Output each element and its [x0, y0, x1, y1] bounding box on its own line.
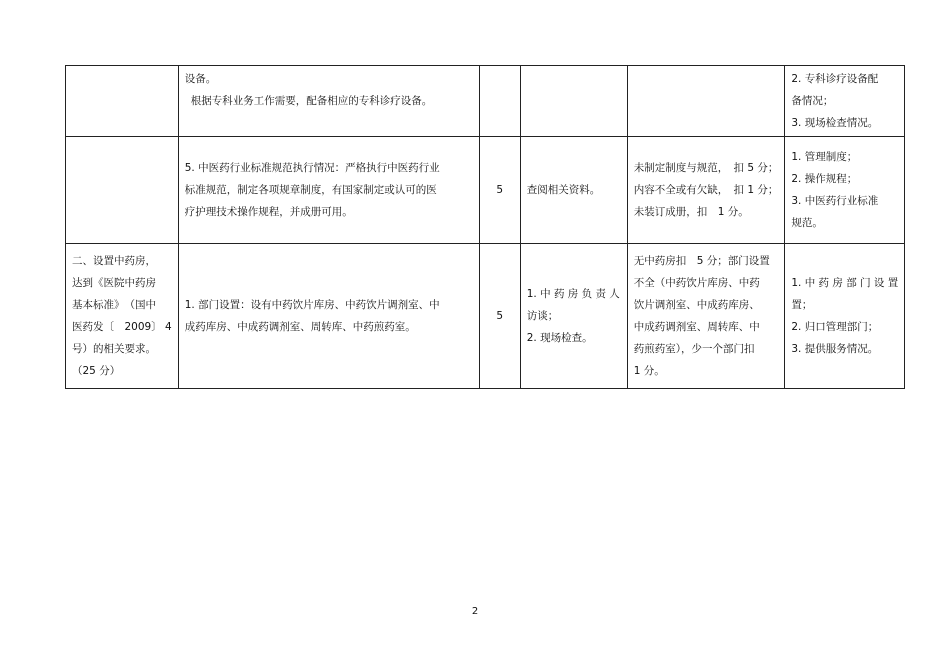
standard-cell	[178, 244, 479, 389]
evaluation-item-cell	[66, 244, 179, 389]
cell-line: 根据专科业务工作需要，配备相应的专科诊疗设备。	[190, 95, 433, 107]
score-cell	[479, 244, 520, 389]
cell-line: 备情况；	[791, 95, 834, 107]
cell-line: 标准规范，制定各项规章制度，有国家制定或认可的医	[184, 184, 437, 196]
cell-line: 3. 现场检查情况。	[791, 117, 879, 129]
assessment-method-cell	[520, 66, 627, 137]
cell-line: 2. 专科诊疗设备配	[791, 73, 879, 85]
cell-line: 1 分。	[633, 365, 665, 377]
evaluation-item-cell	[66, 66, 179, 137]
cell-line: 5. 中医药行业标准规范执行情况：严格执行中医药行业	[184, 162, 440, 174]
score-cell	[479, 137, 520, 244]
table-row	[66, 66, 905, 137]
cell-line: 2. 操作规程；	[791, 173, 858, 185]
cell-line: 疗护理技术操作规程，并成册可用。	[184, 206, 353, 218]
cell-line: 未制定制度与规范， 扣 5 分；	[633, 162, 779, 174]
deduction-rule-cell	[627, 244, 785, 389]
table-row	[66, 244, 905, 389]
cell-line: 内容不全或有欠缺， 扣 1 分；	[633, 184, 779, 196]
page-number: 2	[471, 606, 479, 617]
cell-line: 1. 中 药 房 负 责 人	[526, 288, 620, 300]
cell-line: 二、设置中药房，	[72, 255, 156, 267]
check-points-cell	[785, 244, 905, 389]
cell-line: 成药库房、中成药调剂室、周转库、中药煎药室。	[184, 321, 416, 333]
cell-line: 置；	[791, 299, 813, 311]
cell-line: 饮片调剂室、中成药库房、	[633, 299, 760, 311]
deduction-rule-cell	[627, 137, 785, 244]
score-value: 5	[496, 184, 504, 196]
evaluation-item-cell	[66, 137, 179, 244]
cell-line: 不全（中药饮片库房、中药	[633, 277, 760, 289]
cell-line: 1. 管理制度；	[791, 151, 858, 163]
score-cell	[479, 66, 520, 137]
deduction-rule-cell	[627, 66, 785, 137]
cell-line: 未装订成册，扣 1 分。	[633, 206, 749, 218]
cell-line: 3. 中医药行业标准	[791, 195, 879, 207]
cell-line: 1. 中 药 房 部 门 设 置	[791, 277, 899, 289]
check-points-cell	[785, 137, 905, 244]
table-row	[66, 137, 905, 244]
cell-line: 号）的相关要求。	[72, 343, 156, 355]
cell-line: 访谈；	[526, 310, 559, 322]
cell-line: 医药发〔 2009〕 4	[72, 321, 172, 333]
cell-line: 达到《医院中药房	[72, 277, 156, 289]
cell-line: 规范。	[791, 217, 823, 229]
cell-line: 药煎药室），少一个部门扣	[633, 343, 755, 355]
cell-line: 基本标准》 （国中	[72, 299, 156, 311]
cell-line: 2. 现场检查。	[526, 332, 593, 344]
cell-line: 1. 部门设置：设有中药饮片库房、中药饮片调剂室、中	[184, 299, 440, 311]
assessment-method-cell	[520, 137, 627, 244]
standard-cell	[178, 66, 479, 137]
score-value: 5	[496, 310, 504, 322]
cell-line: 查阅相关资料。	[526, 184, 601, 196]
assessment-table	[65, 65, 905, 389]
cell-line: 3. 提供服务情况。	[791, 343, 879, 355]
cell-line: 中成药调剂室、周转库、中	[633, 321, 760, 333]
cell-line: 设备。	[184, 73, 217, 85]
cell-line: 无中药房扣 5 分；部门设置	[633, 255, 770, 267]
assessment-method-cell	[520, 244, 627, 389]
cell-line: 2. 归口管理部门；	[791, 321, 879, 333]
cell-line: （25 分）	[72, 365, 121, 377]
standard-cell	[178, 137, 479, 244]
check-points-cell	[785, 66, 905, 137]
